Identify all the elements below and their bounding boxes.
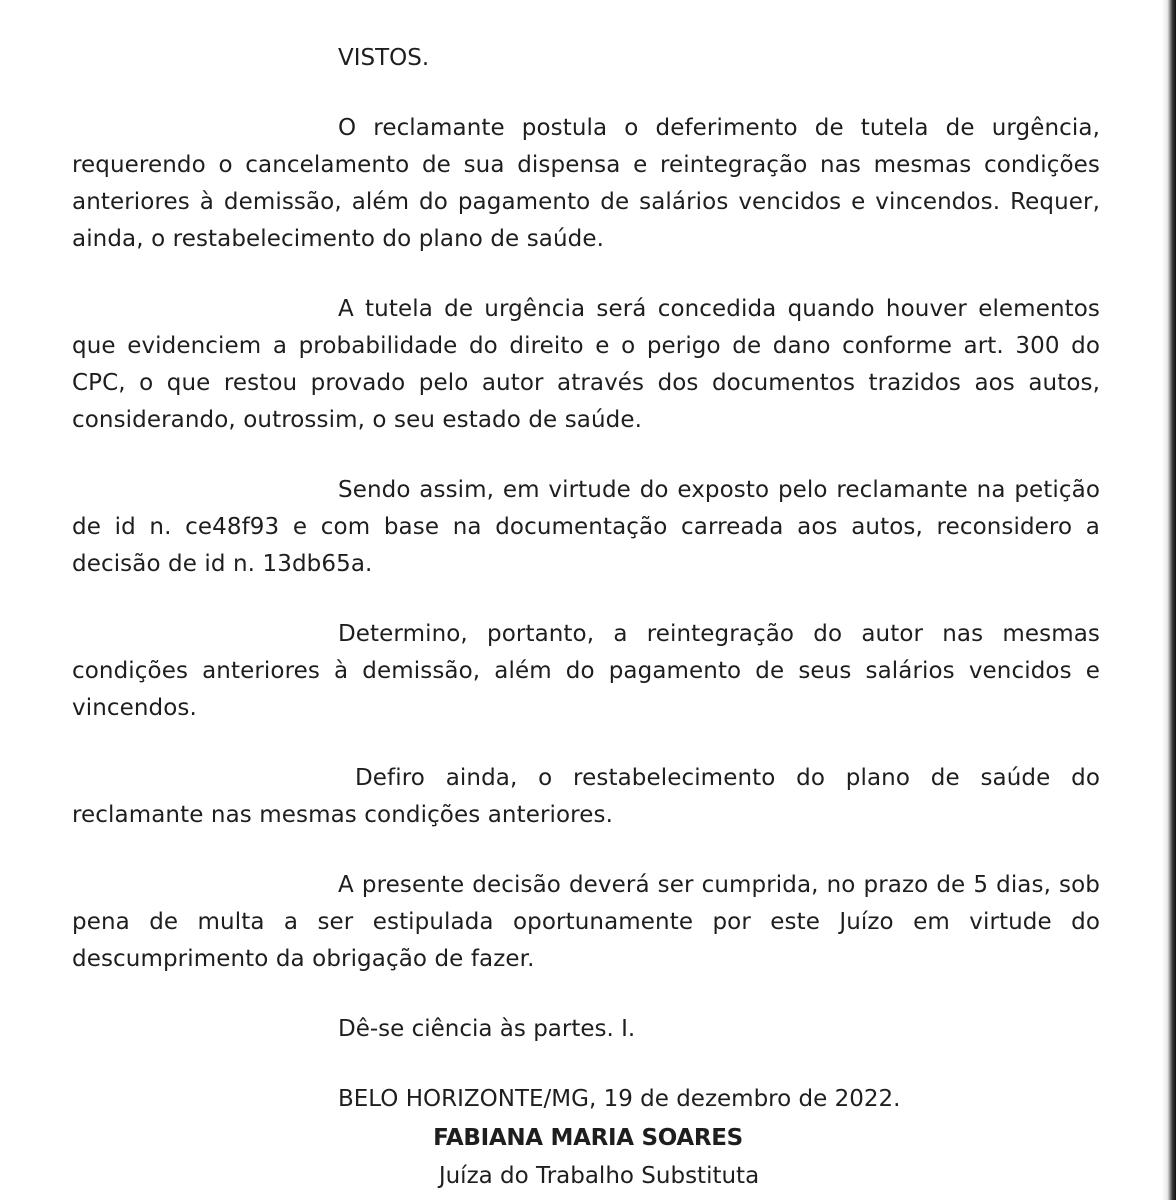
paragraph-3: Sendo assim, em virtude do exposto pelo reclamante na petição de id n. ce48f93 e com base na documentação carreada aos autos, reconsidero a decisão de id n. 13db65a. (72, 477, 1100, 577)
page-edge-shadow (1162, 0, 1176, 1200)
signature-block (0, 1120, 1176, 1196)
signer-name: FABIANA MARIA SOARES (433, 1125, 743, 1151)
paragraph-2: A tutela de urgência será concedida quando houver elementos que evidenciem a probabilidade do direito e o perigo de dano conforme art. 300 do CPC, o que restou provado pelo autor através dos documentos trazidos aos autos, considerando, outrossim, o seu estado de saúde. (72, 296, 1100, 433)
closing-line: Dê-se ciência às partes. I. (338, 1016, 636, 1042)
signer-role: Juíza do Trabalho Substituta (438, 1163, 760, 1189)
paragraph-4: Determino, portanto, a reintegração do autor nas mesmas condições anteriores à demissão, além do pagamento de seus salários vencidos e vincendos. (72, 621, 1100, 721)
place-date-line: BELO HORIZONTE/MG, 19 de dezembro de 2022. (338, 1086, 901, 1112)
paragraph-6: A presente decisão deverá ser cumprida, no prazo de 5 dias, sob pena de multa a ser estipulada oportunamente por este Juízo em virtude do descumprimento da obrigação de fazer. (72, 872, 1100, 972)
document-body (72, 40, 1100, 1151)
paragraph-5: Defiro ainda, o restabelecimento do plano de saúde do reclamante nas mesmas condições anteriores. (72, 765, 1100, 828)
paragraph-1: O reclamante postula o deferimento de tutela de urgência, requerendo o cancelamento de sua dispensa e reintegração nas mesmas condições anteriores à demissão, além do pagamento de salários vencidos e vincendos. Requer, ainda, o restabelecimento do plano de saúde. (72, 115, 1100, 252)
heading-vistos: VISTOS. (338, 45, 430, 71)
